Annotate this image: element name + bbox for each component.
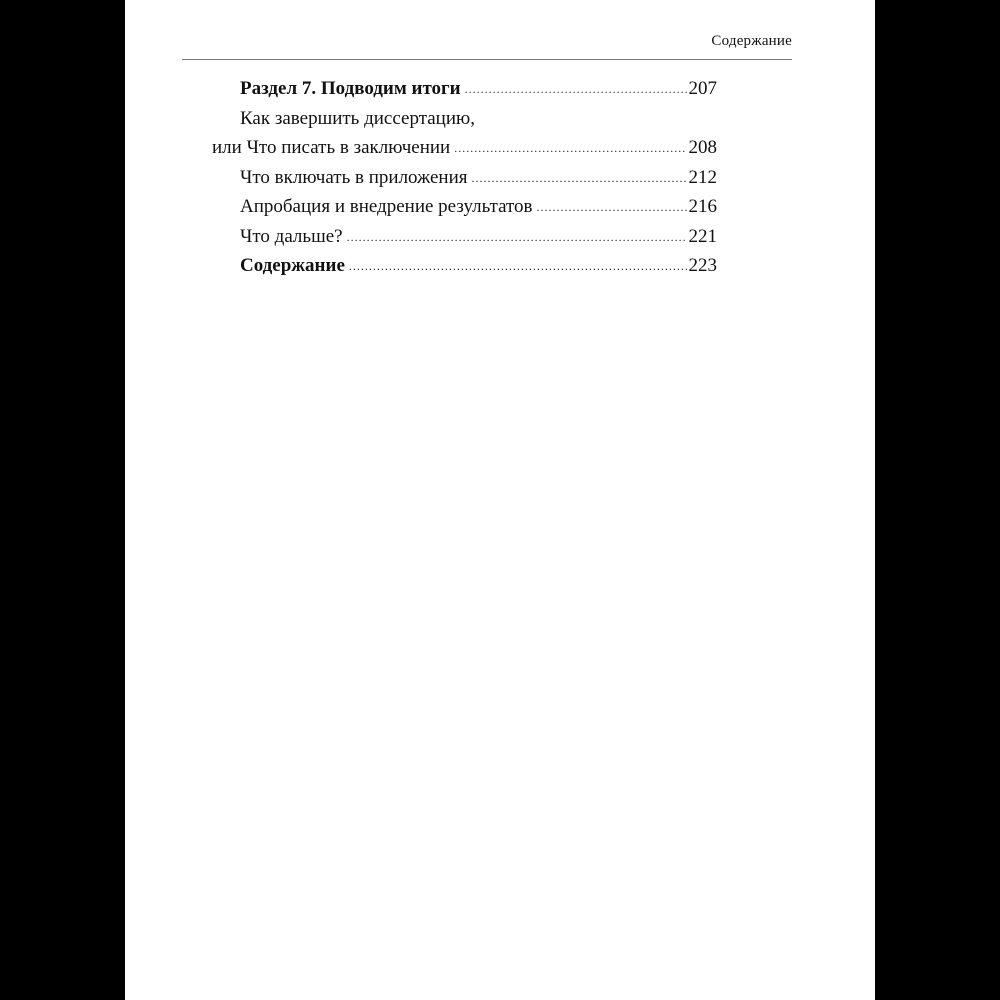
toc-entry-title: Как завершить диссертацию, xyxy=(240,107,475,129)
dot-leader xyxy=(454,141,686,156)
toc-entry-title: или Что писать в заключении xyxy=(212,137,451,158)
dot-leader xyxy=(465,82,687,97)
toc-entry-page: 216 xyxy=(688,196,717,217)
table-of-contents xyxy=(212,78,717,285)
toc-entry-page: 212 xyxy=(688,166,717,188)
dot-leader xyxy=(537,200,687,215)
toc-entry-title: Апробация и внедрение результатов xyxy=(240,196,533,217)
book-page xyxy=(125,0,875,1000)
toc-entry-title: Раздел 7. Подводим итоги xyxy=(240,78,461,99)
toc-entry-finish-line-2 xyxy=(212,137,717,167)
toc-entry-title: Что включать в приложения xyxy=(240,166,468,188)
dot-leader xyxy=(349,259,687,274)
toc-entry-whats-next xyxy=(240,226,717,256)
dot-leader xyxy=(347,230,687,245)
toc-entry-page: 221 xyxy=(688,225,717,247)
dot-leader xyxy=(471,171,686,186)
toc-entry-page: 223 xyxy=(688,255,717,276)
toc-entry-finish-line-1 xyxy=(240,108,717,138)
toc-entry-title: Содержание xyxy=(240,255,345,276)
toc-entry-page: 207 xyxy=(688,78,717,99)
toc-entry-contents xyxy=(240,255,717,285)
toc-entry-section-7 xyxy=(240,78,717,108)
toc-entry-approbation xyxy=(240,196,717,226)
running-head: Содержание xyxy=(711,33,792,49)
toc-entry-title: Что дальше? xyxy=(240,225,343,247)
toc-entry-page: 208 xyxy=(688,137,717,158)
toc-entry-appendices xyxy=(240,167,717,197)
header-rule xyxy=(182,59,792,60)
